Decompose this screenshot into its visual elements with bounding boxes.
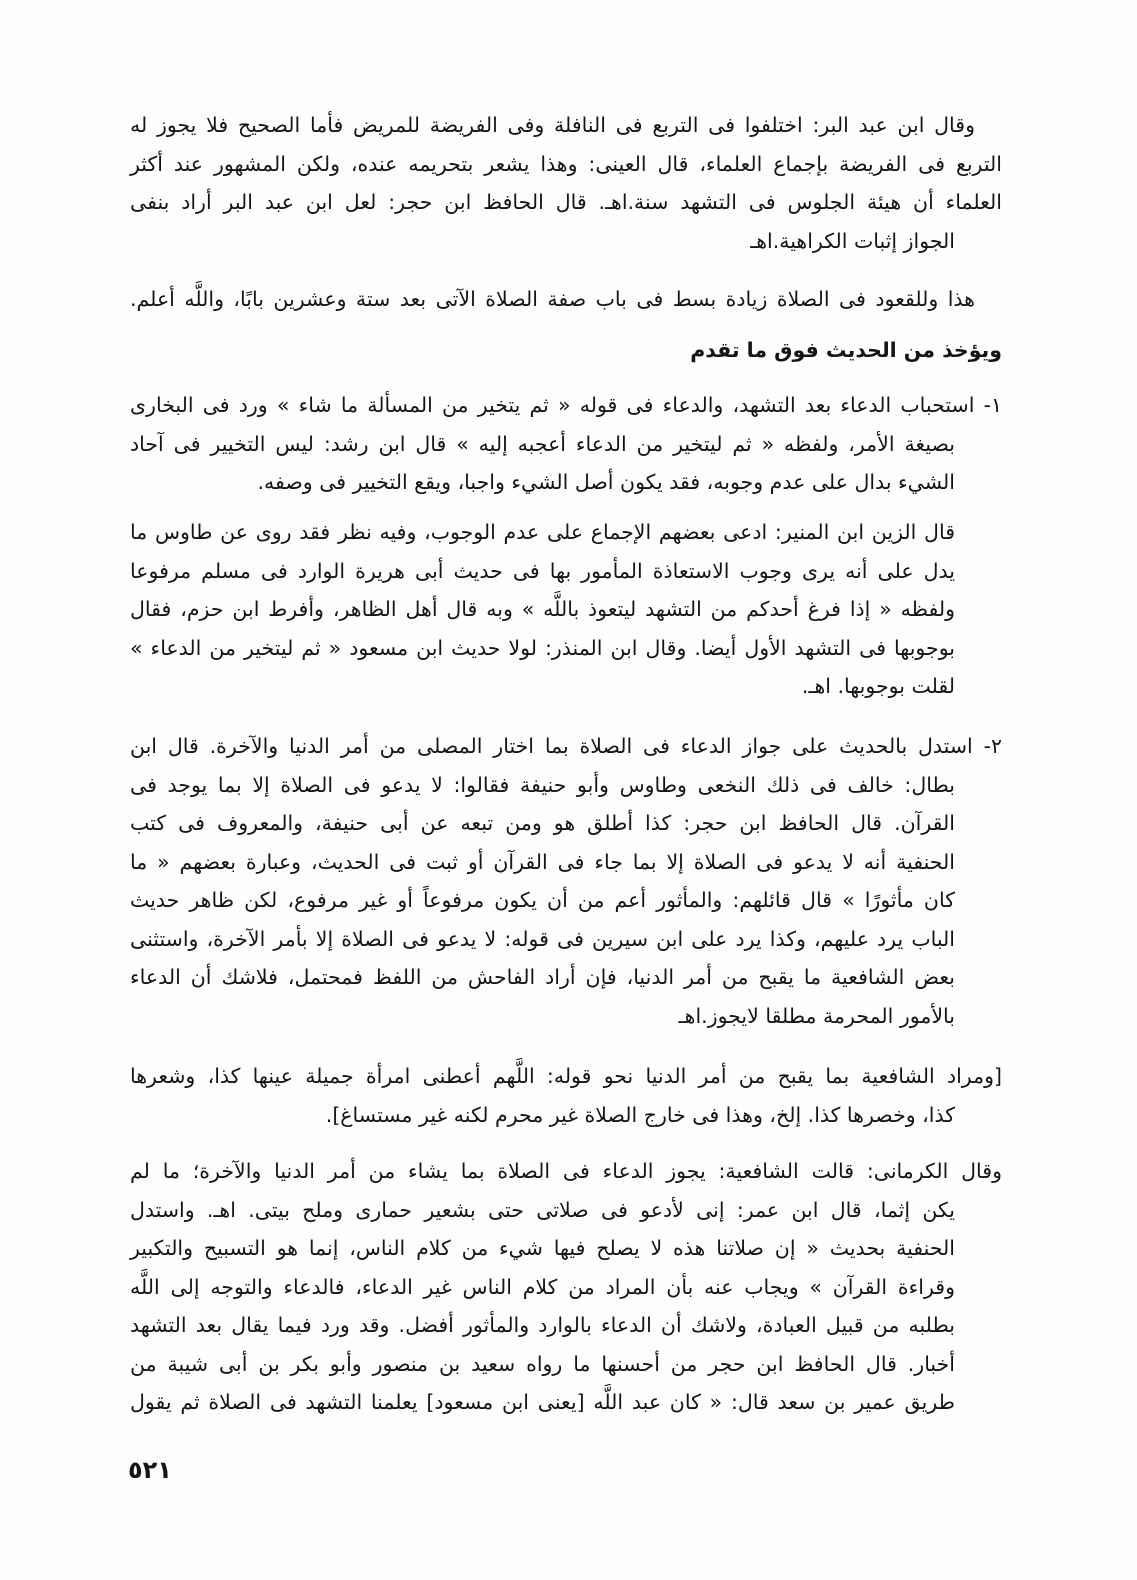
text-line: بصيغة الأمر، ولفظه « ثم ليتخير من الدعاء أعجبه إليه » قال ابن رشد: ليس التخيير فى آحاد <box>130 431 955 456</box>
text-line: الجواز إثبات الكراهية.اهـ <box>750 228 955 253</box>
section-heading-text: ويؤخذ من الحديث فوق ما تقدم <box>690 338 1002 362</box>
text-line: العلماء أن هيئة الجلوس فى التشهد سنة.اهـ. قال الحافظ ابن حجر: لعل ابن عبد البر أراد بنفى <box>130 190 1002 214</box>
text-line: القرآن. قال الحافظ ابن حجر: كذا أطلق هو ومن تبعه عن أبى حنيفة، والمعروف فى كتب <box>130 811 955 835</box>
section-heading <box>130 331 1002 370</box>
text-line: أخبار. قال الحافظ ابن حجر من أحسنها ما رواه سعيد بن منصور وأبو بكر بن أبى شيبة من <box>130 1351 955 1376</box>
paragraph-sitting-note <box>130 280 1002 319</box>
text-line: لقلت بوجوبها. اهـ. <box>801 674 955 698</box>
text-line: بطلبه من قبيل العبادة، ولاشك أن الدعاء بالوارد والمأثور أفضل. وقد ورد فيما يقال بعد التشهد <box>130 1313 955 1337</box>
text-line: ١- استحباب الدعاء بعد التشهد، والدعاء فى قوله « ثم يتخير من المسألة ما شاء » ورد فى البخارى <box>130 393 1002 417</box>
text-line: كان مأثورًا » قال قائلهم: والمأثور أعم من أن يكون مرفوعاً أو غير مرفوع، لكن ظاهر حديث <box>130 888 955 912</box>
text-line: كذا، وخصرها كذا. إلخ، وهذا فى خارج الصلاة غير محرم لكنه غير مستساغ]. <box>325 1102 955 1127</box>
text-line: وقراءة القرآن » ويجاب عنه بأن المراد من كلام الناس غير الدعاء، فالدعاء والتوجه إلى اللَّه <box>130 1274 955 1299</box>
text-line: الشيء بدال على عدم وجوبه، فقد يكون أصل الشيء واجبا، ويقع التخيير فى وصفه. <box>257 470 955 494</box>
text-column <box>130 106 1002 1422</box>
text-line: [ومراد الشافعية بما يقبح من أمر الدنيا نحو قوله: اللَّهم أعطنى امرأة جميلة عينها كذا، وشعرها <box>130 1064 1002 1088</box>
text-line: طريق عمير بن سعد قال: « كان عبد اللَّه [يعنى ابن مسعود] يعلمنا التشهد فى الصلاة ثم يقول <box>130 1390 955 1414</box>
bracketed-note <box>130 1057 1002 1134</box>
text-line: الباب يرد عليهم، وكذا يرد على ابن سيرين فى قوله: لا يدعو فى الصلاة إلا بأمر الآخرة، واستثنى <box>130 926 955 951</box>
page-number: ٥٢١ <box>128 1456 172 1484</box>
text-line: ٢- استدل بالحديث على جواز الدعاء فى الصلاة بما اختار المصلى من أمر الدنيا والآخرة. قال ابن <box>130 734 1002 758</box>
list-item-1 <box>130 386 1002 502</box>
text-line: وقال ابن عبد البر: اختلفوا فى التربع فى النافلة وفى الفريضة للمريض فأما الصحيح فلا يجوز له <box>130 113 975 137</box>
paragraph-zayn-ibn-al-munayyir <box>130 513 1002 706</box>
text-line: قال الزين ابن المنير: ادعى بعضهم الإجماع على عدم الوجوب، وفيه نظر فقد روى عن طاوس ما <box>130 520 955 544</box>
text-line: بعض الشافعية ما يقبح من أمر الدنيا، فإن أراد الفاحش من اللفظ فمحتمل، فلاشك أن الدعاء <box>130 965 955 989</box>
text-line: التربع فى الفريضة بإجماع العلماء، قال العينى: وهذا يشعر بتحريمه عنده، ولكن المشهور عند أكثر <box>130 151 1002 176</box>
text-line: يكن إثما، قال ابن عمر: إنى لأدعو فى صلاتى حتى بشعير حمارى وملح بيتى. اهـ. واستدل <box>130 1197 955 1222</box>
text-line: ولفظه « إذا فرغ أحدكم من التشهد ليتعوذ باللَّه » وبه قال أهل الظاهر، وأفرط ابن حزم، فقال <box>130 597 955 621</box>
text-line: هذا وللقعود فى الصلاة زيادة بسط فى باب صفة الصلاة الآتى بعد ستة وعشرين بابًا، واللَّه أعلم. <box>130 286 975 311</box>
paragraph-ibn-abd-al-barr <box>130 106 1002 260</box>
paragraph-al-kirmani <box>130 1152 1002 1422</box>
text-line: الحنفية بحديث « إن صلاتنا هذه لا يصلح فيها شيء من كلام الناس، إنما هو التسبيح والتكبير <box>130 1236 955 1260</box>
text-line: بوجوبها فى التشهد الأول أيضا. وقال ابن المنذر: لولا حديث ابن مسعود « ثم ليتخير من الدعاء » <box>130 635 955 660</box>
text-line: بالأمور المحرمة مطلقا لايجوز.اهـ <box>678 1003 955 1028</box>
text-line: وقال الكرمانى: قالت الشافعية: يجوز الدعاء فى الصلاة بما يشاء من أمر الدنيا والآخرة؛ ما لم <box>130 1159 1002 1183</box>
list-item-2 <box>130 727 1002 1035</box>
text-line: بطال: خالف فى ذلك النخعى وطاوس وأبو حنيفة فقالوا: لا يدعو فى الصلاة إلا بما يوجد فى <box>130 772 955 797</box>
text-line: يدل على أنه يرى وجوب الاستعاذة المأمور بها فى حديث أبى هريرة الوارد فى مسلم مرفوعا <box>130 558 955 583</box>
text-line: الحنفية أنه لا يدعو فى الصلاة إلا بما جاء فى القرآن أو ثبت فى الحديث، وعبارة بعضهم « ما <box>130 849 955 874</box>
